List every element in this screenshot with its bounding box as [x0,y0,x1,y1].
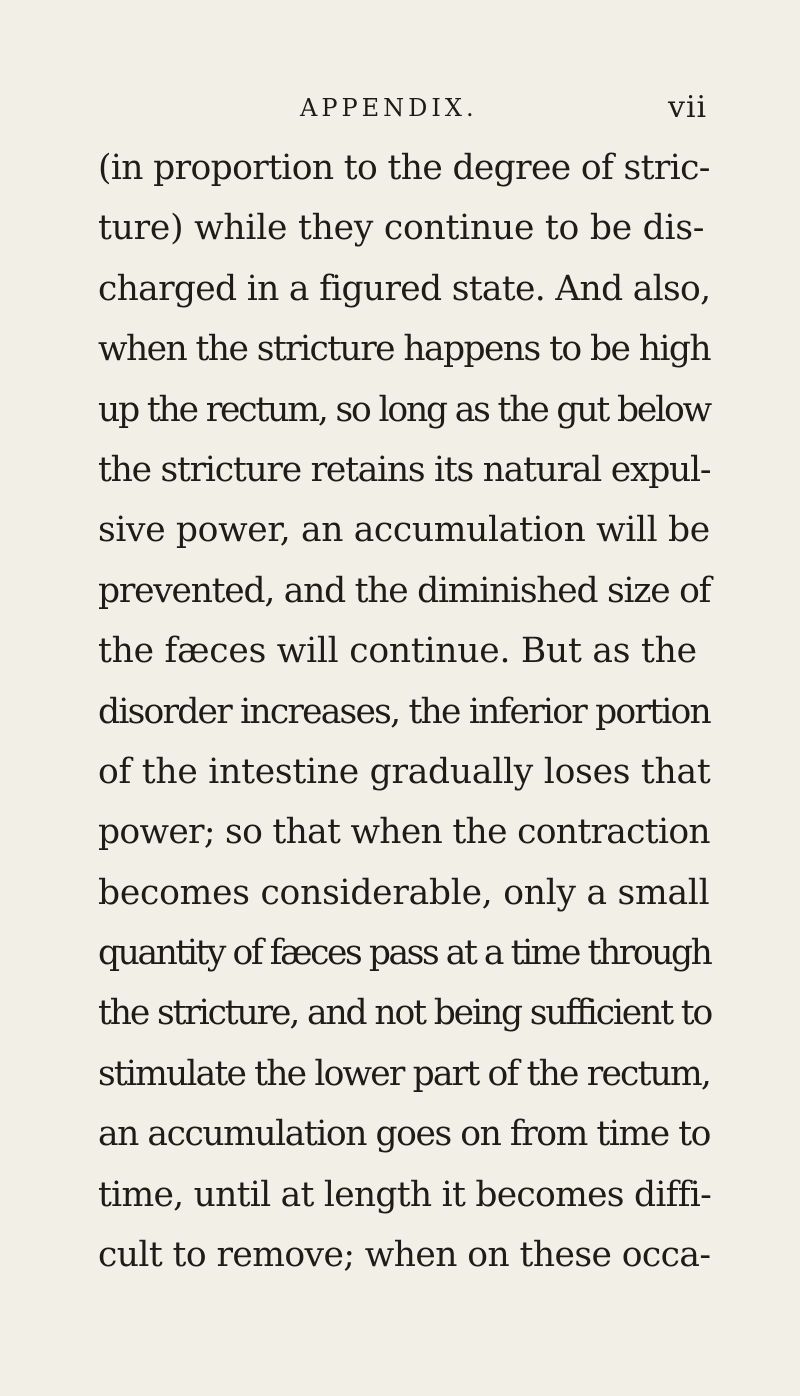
text-line-5: up the rectum, so long as the gut below [98,389,711,430]
text-line-12: power; so that when the contraction [98,812,710,853]
text-line-1: (in proportion to the degree of stric- [98,148,710,188]
running-head-title: APPENDIX. [300,94,478,122]
text-line-19: cult to remove; when on these occa- [98,1235,711,1276]
body-text [98,138,718,1285]
text-line-9: the fæces will continue. But as the [98,631,697,672]
text-line-13: becomes considerable, only a small [98,872,710,913]
page-number: vii [668,90,708,125]
text-line-18: time, until at length it becomes diffi- [98,1174,712,1215]
text-line-4: when the stricture happens to be high [98,329,710,370]
text-line-15: the stricture, and not being sufficient to [98,993,712,1034]
text-line-3: charged in a figured state. And also, [98,268,711,309]
text-line-7: sive power, an accumulation will be [98,510,710,551]
text-line-16: stimulate the lower part of the rectum, [98,1053,711,1094]
text-line-10: disorder increases, the inferior portion [98,691,710,732]
text-line-8: prevented, and the diminished size of [98,570,711,611]
text-line-2: ture) while they continue to be dis- [98,208,705,249]
text-line-6: the stricture retains its natural expul- [98,449,711,490]
text-line-14: quantity of fæces pass at a time through [98,933,711,974]
running-head [0,86,800,130]
text-line-11: of the intestine gradually loses that [98,751,711,792]
text-line-17: an accumulation goes on from time to [98,1114,710,1155]
